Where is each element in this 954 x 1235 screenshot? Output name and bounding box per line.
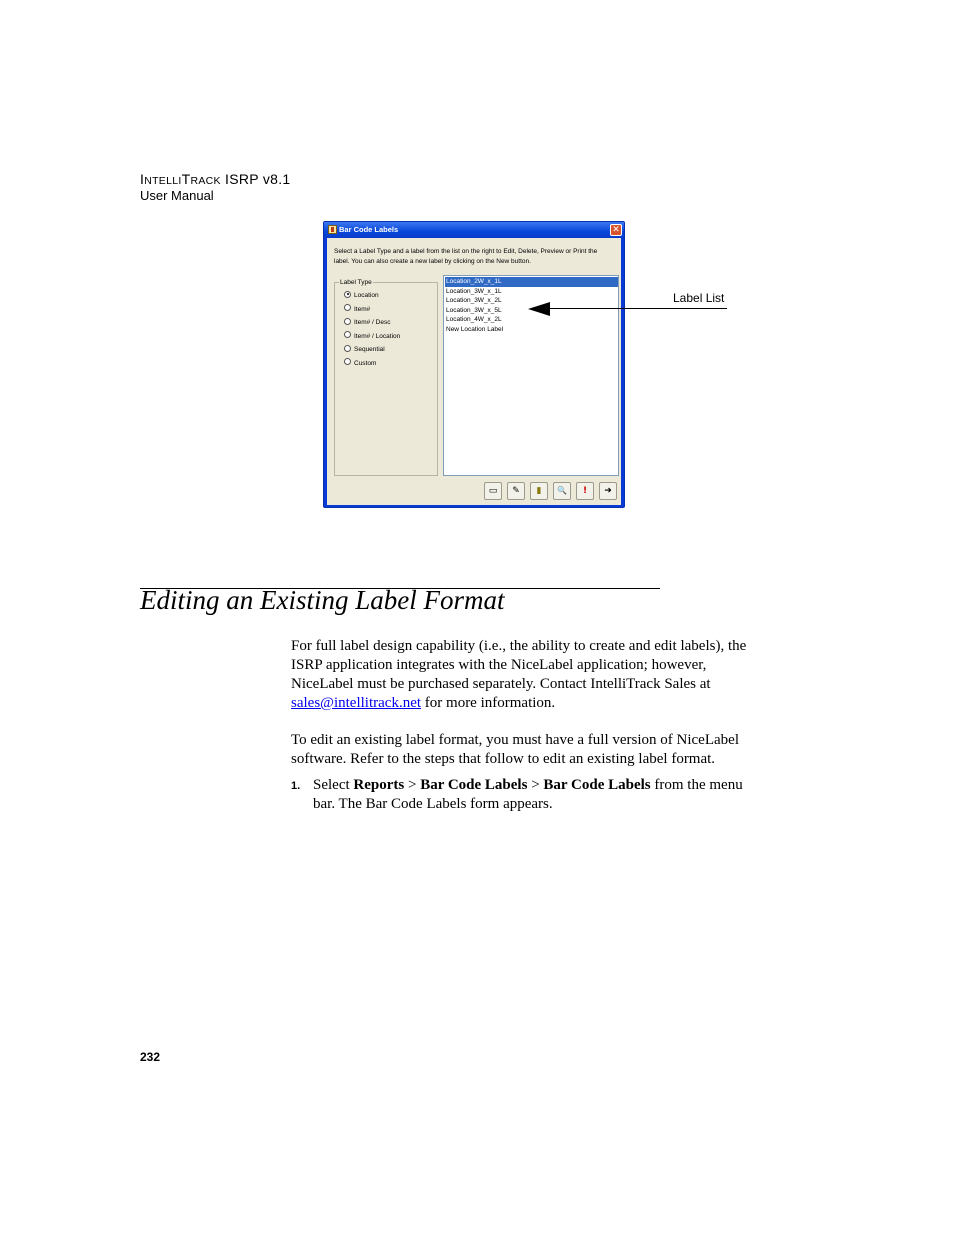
label-list-item[interactable]: Location_4W_x_2L [446, 316, 502, 324]
label-type-option-label: Custom [354, 359, 377, 367]
paragraph-nicelabel-info [291, 637, 761, 713]
label-type-option[interactable] [344, 291, 379, 301]
paragraph-text: for more information. [421, 695, 556, 711]
callout-line [547, 308, 727, 309]
paragraph-edit-requirements: To edit an existing label format, you must have a full version of NiceLabel software. Refer to the steps that follow to edit an existing label format. [291, 732, 739, 767]
radio-button[interactable] [344, 358, 351, 365]
label-type-option-label: Sequential [354, 346, 385, 353]
menu-path-bar-code-labels-item: Bar Code Labels [543, 777, 651, 793]
label-type-option[interactable] [344, 318, 390, 328]
section-heading: Editing an Existing Label Format [140, 585, 505, 615]
radio-button[interactable] [344, 345, 351, 352]
title-initial: I [140, 171, 145, 187]
title-smallcaps: RACK [190, 175, 221, 187]
print-button[interactable] [576, 482, 594, 500]
label-list-item[interactable]: New Location Label [446, 326, 504, 333]
menu-path-bar-code-labels: Bar Code Labels [420, 777, 528, 793]
preview-icon: 🔍 [557, 486, 567, 495]
step-text [313, 776, 763, 814]
callout-arrow-icon [528, 302, 550, 316]
title-smallcaps: NTELLI [144, 175, 182, 187]
new-button[interactable] [484, 482, 502, 500]
preview-button[interactable] [553, 482, 571, 500]
radio-button[interactable] [344, 331, 351, 338]
edit-icon: ✎ [512, 486, 520, 496]
label-type-option[interactable] [344, 305, 370, 315]
callout-label: Label List [673, 291, 725, 305]
label-list-item[interactable]: Location_3W_x_5L [446, 306, 502, 314]
label-type-option[interactable] [344, 332, 400, 342]
new-icon: ▭ [488, 486, 498, 496]
running-header-title [140, 171, 291, 187]
paragraph-text: For full label design capability (i.e., the ability to create and edit labels), the ISRP application integrates with the NiceLabel application; however, NiceLabel must be purchased separately. Contact IntelliTrack Sales at [291, 638, 747, 692]
radio-button[interactable] [344, 291, 351, 298]
delete-button[interactable] [530, 482, 548, 500]
sales-email-link[interactable]: sales@intellitrack.net [291, 695, 422, 711]
close-button[interactable]: ✕ [610, 224, 622, 236]
page-number: 232 [140, 1050, 161, 1064]
dialog-toolbar [484, 482, 617, 500]
exit-icon: ➜ [604, 486, 612, 496]
dialog-titlebar[interactable] [324, 222, 624, 238]
step-text-part: from the menu bar. The Bar Code Labels form appears. [313, 777, 743, 812]
step-number: 1. [291, 780, 301, 792]
app-icon [328, 225, 337, 234]
radio-button[interactable] [344, 304, 351, 311]
running-header-subtitle: User Manual [140, 188, 214, 203]
step-text-part: Select [313, 777, 354, 793]
label-list-item[interactable]: Location_2W_x_1L [445, 277, 618, 287]
label-type-group [334, 279, 438, 476]
label-type-option-label: Item# / Desc [354, 319, 391, 326]
dialog-title: Bar Code Labels [339, 225, 399, 234]
label-type-option[interactable] [344, 359, 376, 369]
bar-code-labels-dialog [323, 221, 625, 508]
label-type-option-label: Location [354, 292, 379, 299]
title-version: ISRP v8.1 [220, 171, 291, 187]
delete-icon: ▮ [536, 486, 542, 496]
radio-button[interactable] [344, 318, 351, 325]
exit-button[interactable] [599, 482, 617, 500]
label-type-option-label: Item# / Location [354, 332, 401, 340]
label-list-item[interactable]: Location_3W_x_2L [446, 297, 502, 305]
title-initial: T [181, 171, 191, 187]
menu-path-reports: Reports [353, 777, 405, 793]
label-type-option-label: Item# [354, 305, 371, 313]
dialog-client-area [327, 238, 621, 505]
dialog-instructions: Select a Label Type and a label from the list on the right to Edit, Delete, Preview or Print the label. You can also create a new label by clicking on the New button. [334, 248, 598, 265]
print-icon: ! [582, 486, 588, 496]
menu-path-separator: > [404, 777, 421, 793]
label-type-option[interactable] [344, 345, 385, 355]
label-list-item[interactable]: Location_3W_x_1L [446, 287, 502, 295]
label-type-group-label: Label Type [340, 279, 372, 286]
menu-path-separator: > [527, 777, 544, 793]
edit-button[interactable] [507, 482, 525, 500]
